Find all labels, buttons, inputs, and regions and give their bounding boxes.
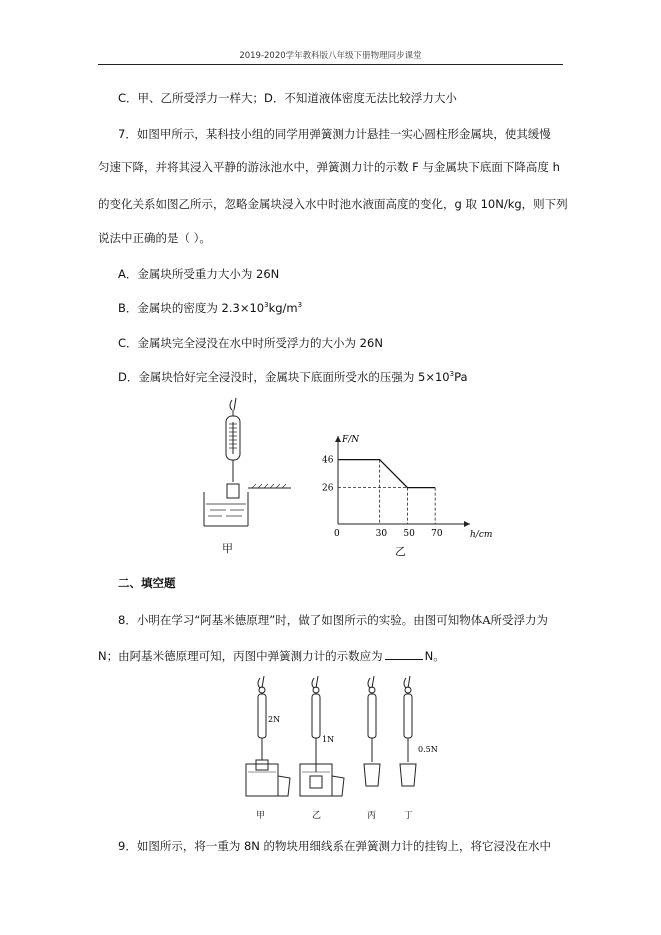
q7-option-c: C．金属块完全浸没在水中时所受浮力的大小为 26N [118,336,383,350]
scale-ding-reading: 0.5N [418,745,438,754]
setup-bing [364,676,380,786]
scale-jia-reading: 2N [268,715,281,724]
q7-option-b-exp2: 3 [297,301,303,310]
q8-line1-end: 所受浮力为 [490,613,549,627]
q7-line3: 的变化关系如图乙所示，忽略金属块浸入水中时池水液面高度的变化，g 取 10N/kg，则下列 [98,197,568,211]
scale-yi-reading: 1N [322,735,335,744]
setup-label-bing: 丙 [367,811,377,821]
q7-option-d [118,369,468,385]
x-tick-label: 30 [375,529,388,539]
setup-label-jia: 甲 [256,811,266,821]
q8-experiment-figure [238,672,458,807]
q8-line1-text: 8．小明在学习“阿基米德原理”时，做了如图所示的实验。由图可知物体 [118,613,483,627]
figure-jia-illustration [196,396,296,536]
y-axis-arrow [335,436,341,442]
q7-option-b-exp: 3 [264,301,269,310]
y-axis-label: F/N [342,435,360,445]
q7-option-d-text: D．金属块恰好完全浸没时，金属块下底面所受水的压强为 5×10 [118,370,450,384]
setup-jia [246,676,290,796]
section-fill-blank-title: 二、填空题 [118,576,176,590]
q6-option-cd [118,90,457,106]
x-tick-label: 0 [334,529,340,539]
setup-label-ding: 丁 [404,811,414,821]
figure-yi-label: 乙 [395,545,406,558]
q8-line2 [98,648,445,664]
q7-option-b-text: B．金属块的密度为 2.3×10 [118,301,265,315]
q8-line2-end: N。 [424,649,445,663]
y-tick-label: 26 [322,483,334,494]
q7-line1: 7．如图甲所示，某科技小组的同学用弹簧测力计悬挂一实心圆柱形金属块，使其缓慢 [118,127,551,141]
q8-line2-text: N；由阿基米德原理可知，丙图中弹簧测力计的示数应为 [98,649,383,663]
q9-line1: 9．如图所示，将一重为 8N 的物块用细线系在弹簧测力计的挂钩上，将它浸没在水中 [118,839,552,853]
x-tick-label: 50 [403,529,415,539]
page-header: 2019-2020学年教科版八年级下册物理同步课堂 [239,51,422,61]
setup-ding [400,676,416,786]
figure-yi-chart [316,432,493,544]
q7-option-b [118,300,302,316]
x-axis-label: h/cm [470,530,493,540]
q7-option-b-unit: kg/m [268,301,298,315]
q8-object-a: A [482,613,491,627]
q7-line2: 匀速下降，并将其浸入平静的游泳池水中，弹簧测力计的示数 F 与金属块下底面下降高度 h [98,160,560,174]
q7-option-d-exp: 3 [449,370,455,379]
x-axis-arrow [464,521,470,527]
q7-option-d-unit: Pa [454,370,468,384]
header-rule [98,64,563,65]
q7-option-a: A．金属块所受重力大小为 26N [118,267,280,281]
q8-line1 [118,612,548,628]
series-line-f-vs-h [338,460,435,488]
q6-option-c: C．甲、乙所受浮力一样大； [118,91,265,105]
setup-label-yi: 乙 [312,811,322,821]
y-tick-label: 46 [322,455,334,466]
q8-answer-blank[interactable] [385,648,423,660]
figure-jia-label: 甲 [222,542,233,555]
x-tick-label: 70 [431,529,443,539]
q7-line4: 说法中正确的是（ ）。 [98,231,211,245]
q6-option-d: D．不知道液体密度无法比较浮力大小 [264,91,457,105]
